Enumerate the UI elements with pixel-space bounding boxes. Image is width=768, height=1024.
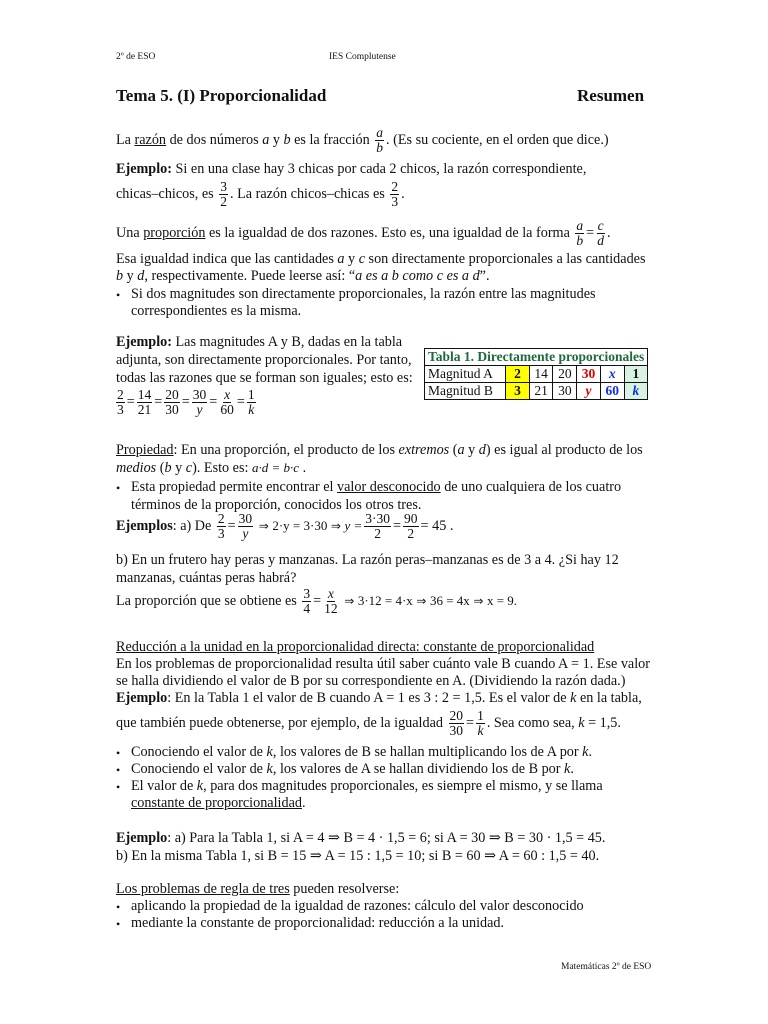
regla-bullet1: aplicando la propiedad de la igualdad de razones: cálculo del valor desconocido — [131, 898, 584, 914]
ejemplos-b-line1: b) En un frutero hay peras y manzanas. La razón peras–manzanas es de 3 a 4. ¿Si hay 12 — [116, 552, 619, 568]
tabla1 — [424, 348, 648, 400]
ejemplo2-line1: Ejemplo: Las magnitudes A y B, dadas en la tabla — [116, 334, 403, 350]
fraction-item: $\frac{2}{3}$ — [117, 387, 124, 418]
fraction-item: $\frac{x}{60}$ — [220, 387, 234, 418]
propiedad-line2: medios (b y c). Esto es: a·d = b·c . — [116, 460, 307, 476]
table-cell: 21 — [529, 383, 553, 400]
indica-line2: b y d, respectivamente. Puede leerse así: “a es a b como c es a d”. — [116, 268, 490, 284]
fraction-item: $\frac{3}{4}$ — [303, 586, 311, 617]
bullet-icon: • — [116, 746, 121, 760]
fraction-c-d: $\frac{c}{d}$ — [597, 218, 604, 249]
fraction-item: $\frac{30}{y}$ — [238, 511, 253, 542]
implies-icon: ⇒ — [330, 518, 341, 533]
bullet-icon: • — [116, 288, 121, 302]
table-cell: 30 — [577, 366, 601, 383]
implies-icon: ⇒ — [473, 593, 484, 608]
fraction-2-3: $\frac{2}{3}$ — [391, 179, 399, 210]
bullet3-3-line1: El valor de k, para dos magnitudes proporcionales, es siempre el mismo, y se llama — [131, 778, 603, 794]
razon-term: razón — [134, 131, 167, 148]
regla-heading: Los problemas de regla de tres pueden resolverse: — [116, 881, 400, 897]
fraction-item: $\frac{20}{30}$ — [165, 387, 179, 418]
propiedad-line1: Propiedad: En una proporción, el producto de los extremos (a y d) es igual al producto de los — [116, 442, 643, 458]
ejemplo1-line1: Ejemplo: Si en una clase hay 3 chicas por cada 2 chicos, la razón correspondiente, — [116, 161, 587, 177]
ejemplo2-fraction-chain: $\frac{2}{3}$ = $\frac{14}{21}$ = $\frac{20}{30}$ = $\frac{30}{y}$ = $\frac{x}{60}$ = $\frac{1}{k}$ — [117, 387, 255, 418]
header-school: IES Complutense — [329, 52, 396, 62]
ejemplo4-line2: b) En la misma Tabla 1, si B = 15 ⇒ A = 15 : 1,5 = 10; si B = 60 ⇒ A = 60 : 1,5 = 40. — [116, 848, 600, 864]
fraction-item: $\frac{30}{y}$ — [192, 387, 207, 418]
table-row — [425, 383, 648, 400]
bullet2-line1: Esta propiedad permite encontrar el valor desconocido de uno cualquiera de los cuatro — [131, 479, 622, 495]
table-cell: 1 — [624, 366, 648, 383]
table-cell: y — [577, 383, 601, 400]
fraction-item: $\frac{90}{2}$ — [404, 511, 418, 542]
fraction-item: $\frac{3\cdot 30}{2}$ — [365, 511, 391, 542]
table-cell: 3 — [506, 383, 530, 400]
ejemplos-a: Ejemplos: a) De $\frac{2}{3}$ = $\frac{30}{y}$ ⇒ 2·y = 3·30 ⇒ y = $\frac{3\cdot 30}{2}$ = $\frac{90}{2}$ = 45 . — [116, 511, 454, 542]
bullet-icon: • — [116, 481, 121, 495]
fraction-a-b: $\frac{a}{b}$ — [376, 125, 384, 156]
reduccion-line3: Ejemplo: En la Tabla 1 el valor de B cuando A = 1 es 3 : 2 = 1,5. Es el valor de k en la tabla, — [116, 690, 642, 706]
proporcion-definition: Una proporción es la igualdad de dos razones. Esto es, una igualdad de la forma $\frac{a}{b}$ = $\frac{c}{d}$ . — [116, 218, 611, 249]
ejemplo4-line1: Ejemplo: a) Para la Tabla 1, si A = 4 ⇒ B = 4 · 1,5 = 6; si A = 30 ⇒ B = 30 · 1,5 = 45. — [116, 830, 606, 846]
ejemplo1-line2: chicas–chicos, es $\frac{3}{2}$ . La razón chicos–chicas es $\frac{2}{3}$ . — [116, 179, 405, 210]
table-cell: x — [600, 366, 624, 383]
fraction-item: $\frac{x}{12}$ — [324, 586, 338, 617]
table-cell: k — [624, 383, 648, 400]
table-cell: Magnitud A — [425, 366, 506, 383]
implies-icon: ⇒ — [416, 593, 427, 608]
propiedad-term: Propiedad — [116, 442, 174, 458]
table-cell: Magnitud B — [425, 383, 506, 400]
bullet-icon: • — [116, 900, 121, 914]
footer: Matemáticas 2º de ESO — [561, 962, 652, 972]
table-cell: 2 — [506, 366, 530, 383]
table-caption-row — [425, 349, 648, 366]
valor-desconocido-term: valor desconocido — [337, 479, 441, 495]
table-cell: 60 — [600, 383, 624, 400]
fraction-3-2: $\frac{3}{2}$ — [220, 179, 227, 210]
fraction-item: $\frac{14}{21}$ — [137, 387, 152, 418]
fraction-item: $\frac{2}{3}$ — [217, 511, 225, 542]
bullet2-line2: términos de la proporción, conocidos los otros tres. — [131, 497, 422, 513]
bullet3-1: Conociendo el valor de k, los valores de B se hallan multiplicando los de A por k. — [131, 744, 593, 760]
table-caption: Tabla 1. Directamente proporcionales — [425, 349, 648, 366]
ejemplos-b-line2: manzanas, cuántas peras habrá? — [116, 570, 297, 586]
table-row — [425, 366, 648, 383]
reduccion-line1: En los problemas de proporcionalidad resulta útil saber cuánto vale B cuando A = 1. Ese valor — [116, 656, 650, 672]
bullet3-3-line2: constante de proporcionalidad. — [131, 795, 306, 811]
fraction-item: $\frac{1}{k}$ — [247, 387, 255, 418]
razon-definition: La razón de dos números a y b es la fracción $\frac{a}{b}$ . (Es su cociente, en el orden que dice.) — [116, 125, 609, 156]
ejemplos-b-line3: La proporción que se obtiene es $\frac{3}{4}$ = $\frac{x}{12}$ ⇒ 3·12 = 4·x ⇒ 36 = 4x ⇒ x = 9. — [116, 586, 518, 617]
table-cell: 14 — [529, 366, 553, 383]
page-title-right: Resumen — [577, 86, 645, 105]
ejemplo2-line2: adjunta, son directamente proporcionales. Por tanto, — [116, 352, 412, 368]
proporcion-term: proporción — [143, 224, 206, 241]
implies-icon: ⇒ — [344, 593, 355, 608]
bullet1-line1: Si dos magnitudes son directamente proporcionales, la razón entre las magnitudes — [131, 286, 596, 302]
reduccion-line4: que también puede obtenerse, por ejemplo, de la igualdad $\frac{20}{30}$ = $\frac{1}{k}$ . Sea como sea, k = 1,5. — [116, 708, 621, 739]
reduccion-heading: Reducción a la unidad en la proporcionalidad directa: constante de proporcionalidad — [116, 639, 595, 655]
fraction-item: $\frac{20}{30}$ — [449, 708, 464, 739]
ejemplo2-line3: todas las razones que se forman son iguales; esto es: — [116, 370, 413, 386]
bullet3-2: Conociendo el valor de k, los valores de A se hallan dividiendo los de B por k. — [131, 761, 574, 777]
page-title: Tema 5. (I) Proporcionalidad — [116, 86, 327, 105]
table-cell: 20 — [553, 366, 577, 383]
table-cell: 30 — [553, 383, 577, 400]
bullet-icon: • — [116, 780, 121, 794]
proportional-table — [424, 348, 648, 400]
fraction-item: $\frac{1}{k}$ — [477, 708, 484, 739]
regla-bullet2: mediante la constante de proporcionalidad: reducción a la unidad. — [131, 915, 505, 931]
indica-line1: Esa igualdad indica que las cantidades a y c son directamente proporcionales a las cantidades — [116, 251, 646, 267]
implies-icon: ⇒ — [258, 518, 269, 533]
fraction-a-b-2: $\frac{a}{b}$ — [576, 218, 584, 249]
bullet-icon: • — [116, 917, 121, 931]
bullet-icon: • — [116, 763, 121, 777]
reduccion-line2: se halla dividiendo el valor de B por su correspondiente en A. (Dividiendo la razón dada.) — [116, 673, 626, 689]
bullet1-line2: correspondientes es la misma. — [131, 303, 302, 319]
constante-term: constante de proporcionalidad — [131, 795, 302, 811]
header-course: 2º de ESO — [116, 52, 156, 62]
